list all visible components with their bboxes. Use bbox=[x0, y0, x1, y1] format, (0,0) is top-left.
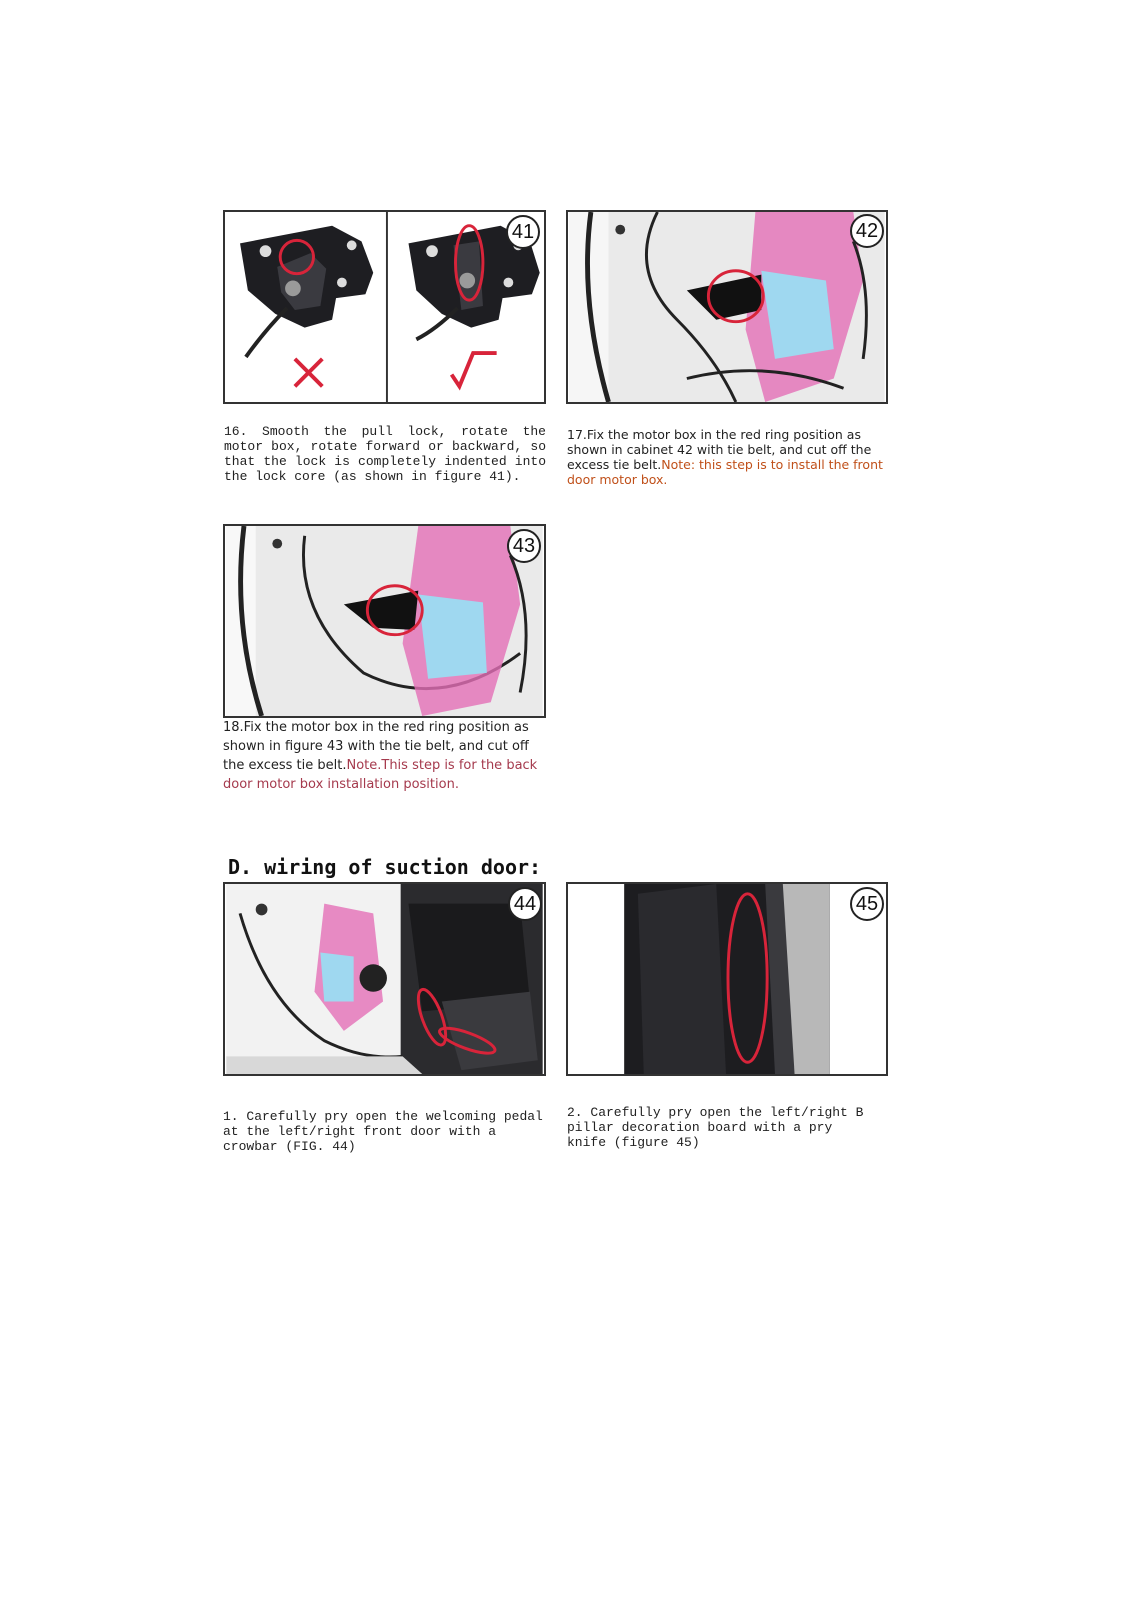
figure-41 bbox=[223, 210, 546, 404]
caption-step-17 bbox=[567, 427, 889, 487]
caption-step-18 bbox=[223, 718, 543, 794]
caption-d-step-2: 2. Carefully pry open the left/right B pillar decoration board with a pry knife (figure 45) bbox=[567, 1105, 864, 1150]
figure-43 bbox=[223, 524, 546, 718]
figure-45 bbox=[566, 882, 888, 1076]
caption-step-17-text: 17.Fix the motor box in the red ring position as shown in cabinet 42 with tie belt, and cut off the excess tie belt. bbox=[567, 427, 872, 472]
figure-44-illustration bbox=[225, 884, 544, 1074]
figure-43-illustration bbox=[225, 526, 544, 716]
caption-step-16: 16. Smooth the pull lock, rotate the motor box, rotate forward or backward, so that the lock is completely indented into the lock core (as shown in figure 41). bbox=[224, 424, 546, 484]
figure-44 bbox=[223, 882, 546, 1076]
figure-number-badge: 45 bbox=[850, 887, 884, 921]
figure-number-badge: 41 bbox=[506, 215, 540, 249]
section-heading: D. wiring of suction door: bbox=[228, 855, 542, 879]
figure-41-illustration bbox=[225, 212, 544, 402]
figure-number-badge: 43 bbox=[507, 529, 541, 563]
caption-step-18-note: Note.This step is for the back door motor box installation position. bbox=[223, 758, 538, 792]
caption-step-17-note: Note: this step is to install the front door motor box. bbox=[567, 457, 883, 487]
figure-42-illustration bbox=[568, 212, 886, 402]
caption-step-18-text: 18.Fix the motor box in the red ring position as shown in figure 43 with the tie belt, and cut off the excess tie belt. bbox=[223, 720, 529, 773]
caption-d-step-1: 1. Carefully pry open the welcoming pedal at the left/right front door with a crowbar (FIG. 44) bbox=[223, 1109, 543, 1154]
figure-number-badge: 42 bbox=[850, 214, 884, 248]
figure-45-illustration bbox=[568, 884, 886, 1074]
figure-number-badge: 44 bbox=[508, 887, 542, 921]
figure-42 bbox=[566, 210, 888, 404]
